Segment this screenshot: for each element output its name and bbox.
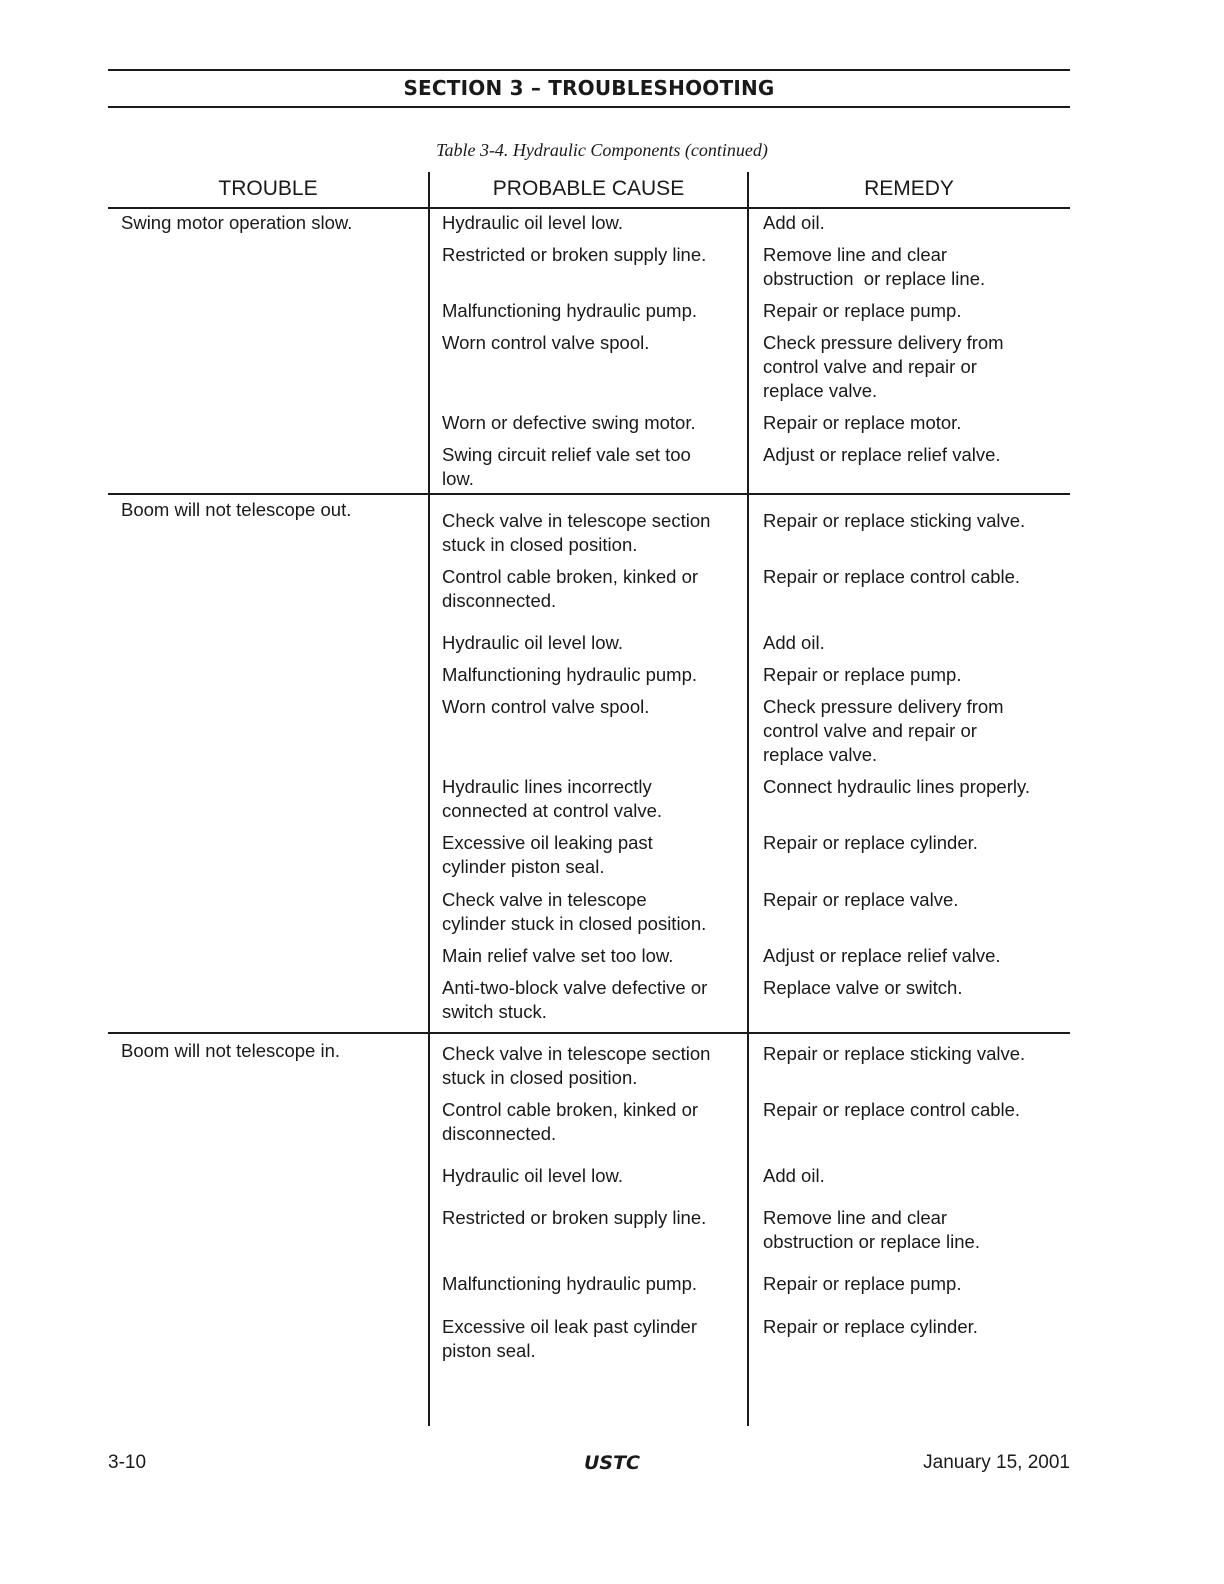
remedy-cell: Repair or replace control cable. [763,1099,1021,1120]
footer-date: January 15, 2001 [923,1452,1070,1473]
cause-cell: Control cable broken, kinked or disconnected. [442,1099,699,1144]
table-column-headers [108,172,1070,208]
cause-cell: Worn or defective swing motor. [442,412,696,433]
remedy-cell: Connect hydraulic lines properly. [763,776,1031,797]
cause-cell: Swing circuit relief vale set too low. [442,444,691,489]
cause-cell: Excessive oil leaking past cylinder piston seal. [442,832,653,877]
remedy-cell: Add oil. [763,212,825,233]
cause-cell: Main relief valve set too low. [442,945,674,966]
section-title: SECTION 3 – TROUBLESHOOTING [108,69,1070,108]
footer-title: USTC [583,1452,641,1474]
cause-cell: Malfunctioning hydraulic pump. [442,664,698,685]
group-divider [108,493,1070,495]
remedy-cell: Repair or replace sticking valve. [763,510,1026,531]
cause-cell: Check valve in telescope section stuck in closed position. [442,1043,711,1088]
page-number: 3-10 [108,1452,147,1473]
remedy-cell: Remove line and clear obstruction or replace line. [763,1207,980,1252]
header-divider [108,207,1070,209]
trouble-cell: Boom will not telescope out. [121,499,352,520]
remedy-cell: Repair or replace cylinder. [763,1316,978,1337]
column-header-remedy: REMEDY [864,177,954,200]
cause-cell: Hydraulic oil level low. [442,212,623,233]
remedy-cell: Adjust or replace relief valve. [763,945,1001,966]
remedy-cell: Replace valve or switch. [763,977,963,998]
remedy-cell: Adjust or replace relief valve. [763,444,1001,465]
trouble-cell: Boom will not telescope in. [121,1040,341,1061]
cause-cell: Hydraulic oil level low. [442,632,623,653]
cause-cell: Control cable broken, kinked or disconnected. [442,566,699,611]
cause-cell: Restricted or broken supply line. [442,244,707,265]
cause-cell: Worn control valve spool. [442,332,650,353]
remedy-cell: Repair or replace control cable. [763,566,1021,587]
cause-cell: Check valve in telescope cylinder stuck in closed position. [442,889,707,934]
group-divider [108,1032,1070,1034]
trouble-cell: Swing motor operation slow. [121,212,353,233]
table-caption: Table 3-4. Hydraulic Components (continued) [436,140,768,160]
remedy-cell: Repair or replace valve. [763,889,959,910]
cause-cell: Hydraulic oil level low. [442,1165,623,1186]
cause-cell: Restricted or broken supply line. [442,1207,707,1228]
column-header-probable-cause: PROBABLE CAUSE [492,177,685,200]
remedy-cell: Check pressure delivery from control valve and repair or replace valve. [763,696,1004,765]
column-divider [428,172,430,1426]
column-header-trouble: TROUBLE [218,177,318,200]
cause-cell: Worn control valve spool. [442,696,650,717]
remedy-cell: Remove line and clear obstruction or replace line. [763,244,986,289]
remedy-cell: Add oil. [763,632,825,653]
remedy-cell: Repair or replace pump. [763,300,962,321]
cause-cell: Malfunctioning hydraulic pump. [442,1273,698,1294]
remedy-cell: Repair or replace motor. [763,412,962,433]
cause-cell: Hydraulic lines incorrectly connected at control valve. [442,776,663,821]
cause-cell: Anti-two-block valve defective or switch stuck. [442,977,708,1022]
remedy-cell: Repair or replace cylinder. [763,832,978,853]
cause-cell: Excessive oil leak past cylinder piston seal. [442,1316,697,1361]
remedy-cell: Repair or replace pump. [763,1273,962,1294]
remedy-cell: Check pressure delivery from control valve and repair or replace valve. [763,332,1004,401]
cause-cell: Malfunctioning hydraulic pump. [442,300,698,321]
remedy-cell: Add oil. [763,1165,825,1186]
remedy-cell: Repair or replace pump. [763,664,962,685]
column-divider [747,172,749,1426]
remedy-cell: Repair or replace sticking valve. [763,1043,1026,1064]
cause-cell: Check valve in telescope section stuck in closed position. [442,510,711,555]
